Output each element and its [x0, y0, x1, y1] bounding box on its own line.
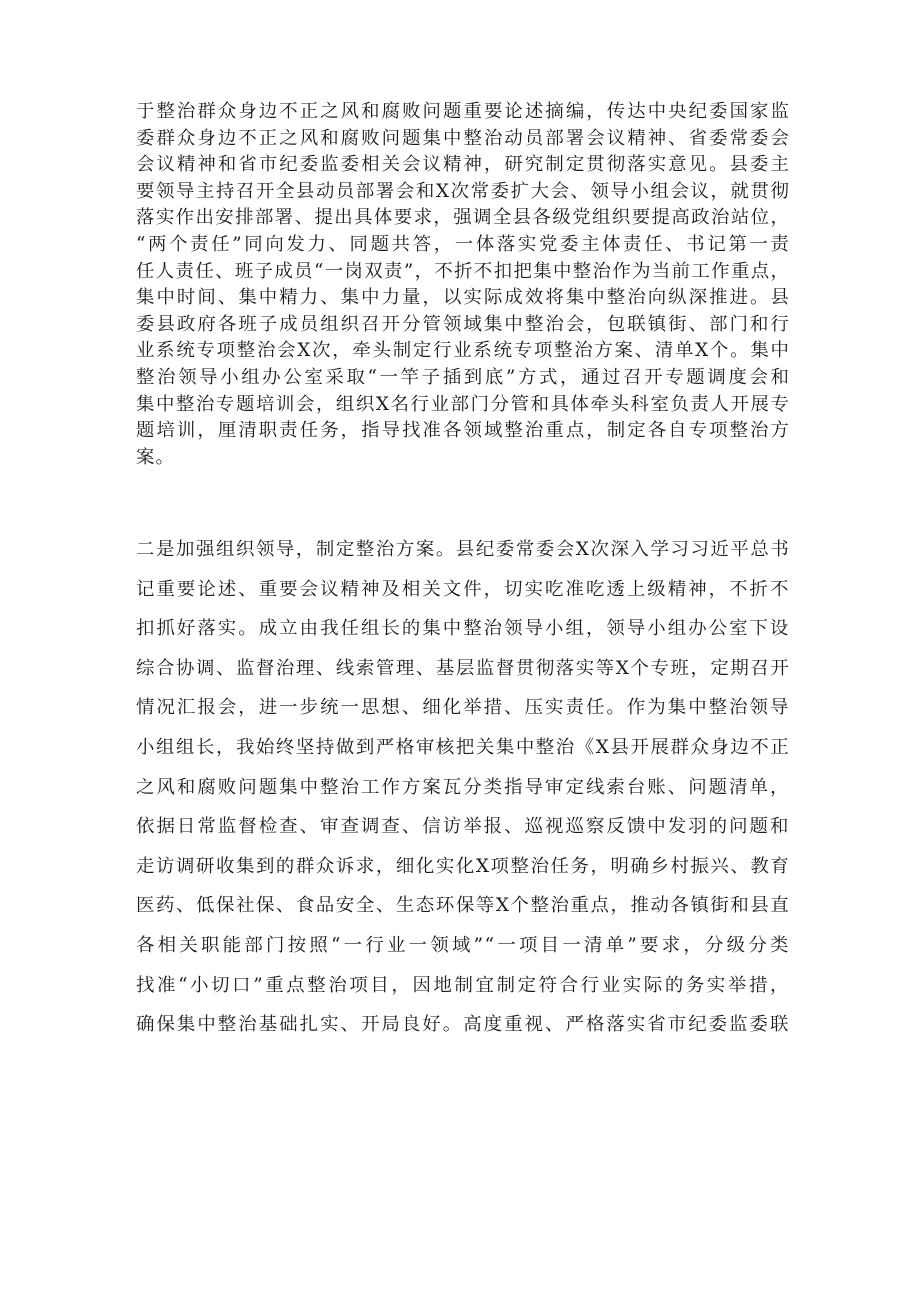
- text-line: 整治领导小组办公室采取“一竿子插到底”方式，通过召开专题调度会和: [136, 366, 790, 388]
- text-line: 落实作出安排部署、提出具体要求，强调全县各级党组织要提高政治站位，: [136, 207, 790, 229]
- text-line: 综合协调、监督治理、线索管理、基层监督贯彻落实等X个专班，定期召开: [136, 657, 791, 679]
- text-line: 各相关职能部门按照“一行业一领域”“一项目一清单”要求，分级分类: [136, 934, 790, 956]
- text-line: 找准“小切口”重点整治项目，因地制宜制定符合行业实际的务实举措，: [136, 974, 790, 996]
- text-line: 依据日常监督检查、审查调查、信访举报、巡视巡察反馈中发羽的问题和: [136, 816, 790, 838]
- paragraph-1: [136, 99, 790, 471]
- text-line: 委群众身边不正之风和腐败问题集中整治动员部署会议精神、省委常委会: [136, 127, 790, 149]
- text-line: 要领导主持召开全县动员部署会和X次常委扩大会、领导小组会议，就贯彻: [136, 180, 790, 202]
- text-line: 医药、低保社保、食品安全、生态环保等X个整治重点，推动各镇街和县直: [136, 895, 791, 917]
- text-line: 会议精神和省市纪委监委相关会议精神，研究制定贯彻落实意见。县委主: [136, 154, 790, 176]
- text-line: 记重要论述、重要会议精神及相关文件，切实吃准吃透上级精神，不折不: [136, 578, 790, 600]
- text-line: 业系统专项整治会X次，牵头制定行业系统专项整治方案、清单X个。集中: [136, 340, 790, 362]
- text-line: 情况汇报会，进一步统一思想、细化举措、压实责任。作为集中整治领导: [136, 697, 790, 719]
- text-line: 案。: [136, 446, 175, 468]
- text-line: 题培训，厘清职责任务，指导找准各领域整治重点，制定各自专项整治方: [136, 420, 790, 442]
- text-line: 扣抓好落实。成立由我任组长的集中整治领导小组，领导小组办公室下设: [136, 618, 790, 640]
- text-line: 二是加强组织领导，制定整治方案。县纪委常委会X次深入学习习近平总书: [136, 539, 791, 560]
- text-line: 任人责任、班子成员“一岗双责”，不折不扣把集中整治作为当前工作重点，: [136, 260, 790, 282]
- text-line: “两个责任”同向发力、同题共答，一体落实党委主体责任、书记第一责: [136, 233, 790, 255]
- paragraph-2: [136, 530, 790, 1045]
- text-line: 确保集中整治基础扎实、开局良好。高度重视、严格落实省市纪委监委联: [136, 1014, 790, 1036]
- text-line: 委县政府各班子成员组织召开分管领域集中整治会，包联镇街、部门和行: [136, 313, 790, 335]
- text-line: 集中时间、集中精力、集中力量，以实际成效将集中整治向纵深推进。县: [136, 287, 790, 309]
- text-line: 集中整治专题培训会，组织X名行业部门分管和具体牵头科室负责人开展专: [136, 393, 790, 415]
- text-line: 走访调研收集到的群众诉求，细化实化X项整治任务，明确乡村振兴、教育: [136, 855, 791, 877]
- text-line: 之风和腐败问题集中整治工作方案瓦分类指导审定线索台账、问题清单，: [136, 776, 790, 798]
- text-line: 于整治群众身边不正之风和腐败问题重要论述摘编，传达中央纪委国家监: [136, 101, 790, 122]
- text-line: 小组组长，我始终坚持做到严格审核把关集中整治《X县开展群众身边不正: [136, 736, 791, 758]
